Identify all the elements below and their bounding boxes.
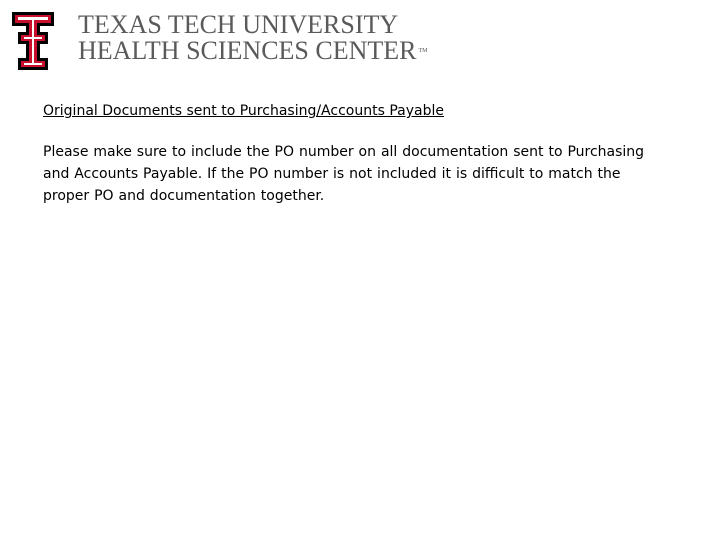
double-t-logo-icon (10, 10, 56, 72)
document-content (43, 101, 663, 207)
institution-name-line1: TEXAS TECH UNIVERSITY (78, 10, 399, 39)
page-header (0, 0, 720, 80)
document-heading: Original Documents sent to Purchasing/Accounts Payable (43, 103, 444, 119)
document-body: Please make sure to include the PO number on all documentation sent to Purchasing and Accounts Payable. If the PO number is not included it is difficult to match the proper PO and documentation together. (43, 144, 645, 204)
institution-name-line2: HEALTH SCIENCES CENTER (78, 36, 417, 65)
institution-wordmark (78, 12, 428, 64)
trademark-mark: TM (418, 48, 428, 54)
